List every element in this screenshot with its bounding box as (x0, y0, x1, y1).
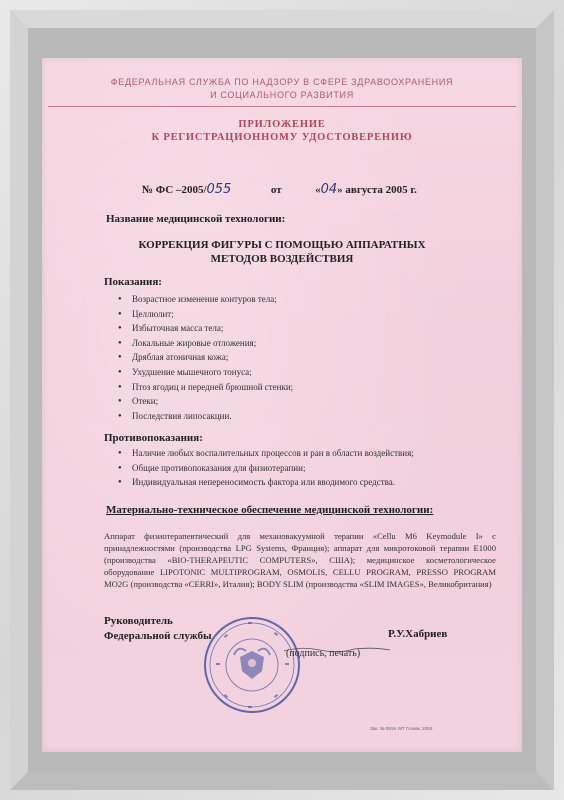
list-item: ● Индивидуальная непереносимость фактора или вводимого средства. (118, 475, 414, 490)
quote-open: « (315, 184, 321, 196)
technology-label: Название медицинской технологии: (106, 213, 286, 225)
technology-title-line-2: МЕТОДОВ ВОЗДЕЙСТВИЯ (210, 253, 354, 265)
list-item: ● Целлюлит; (118, 307, 293, 322)
technology-title-line-1: КОРРЕКЦИЯ ФИГУРЫ С ПОМОЩЬЮ АППАРАТНЫХ (138, 239, 426, 251)
equipment-text: Аппарат физиотерапевтический для механовакуумной терапии «Cellu M6 Keymodule I» с принадлежностями (производства LPG Systems, Франция); аппарат для микротоковой терапии Е1000 (производства «BIO-THERAPEUTIC COMPUTERS», США); медицинское косметологическое оборудование LIPOTONIC MULTIPROGRAM, OSMOLIS, CELLU PROGRAM, PRESSO PROGRAM MO2G (производства «CERRI», Италия); BODY SLIM (производства «SLIM IMAGES», Великобритания) (104, 531, 496, 589)
list-item: ● Птоз ягодиц и передней брюшной стенки; (118, 380, 293, 395)
head-line-2: Федеральной службы (104, 630, 212, 642)
certificate-document (42, 58, 522, 752)
contraindications-label: Противопоказания: (104, 432, 203, 444)
indications-list (118, 292, 293, 423)
equipment-label: Материально-техническое обеспечение медицинской технологии: (106, 504, 434, 516)
list-item: ● Дряблая атоничная кожа; (118, 350, 293, 365)
appendix-line-2: К РЕГИСТРАЦИОННОМУ УДОСТОВЕРЕНИЮ (151, 132, 413, 143)
agency-header (42, 76, 522, 102)
appendix-title (42, 118, 522, 144)
appendix-line-1: ПРИЛОЖЕНИЕ (238, 119, 326, 130)
list-item: ● Последствия липосакции. (118, 409, 293, 424)
technology-title (82, 238, 482, 266)
signature-note: (подпись, печать) (286, 648, 361, 659)
head-title (104, 614, 212, 644)
head-line-1: Руководитель (104, 615, 173, 627)
list-item: ● Отеки; (118, 394, 293, 409)
from-label: от (270, 184, 282, 196)
head-name: Р.У.Хабриев (388, 628, 448, 640)
print-info: Зак. № 0919. МТ Гознак, 2004. (370, 726, 434, 731)
registration-number-handwritten: 055 (206, 182, 232, 197)
agency-line-2: И СОЦИАЛЬНОГО РАЗВИТИЯ (210, 90, 354, 100)
agency-line-1: ФЕДЕРАЛЬНАЯ СЛУЖБА ПО НАДЗОРУ В СФЕРЕ ЗДРАВООХРАНЕНИЯ (110, 77, 454, 87)
list-item: ● Наличие любых воспалительных процессов и ран в области воздействия; (118, 446, 414, 461)
registration-number-prefix: № ФС –2005/ (142, 184, 207, 196)
list-item: ● Возрастное изменение контуров тела; (118, 292, 293, 307)
indications-label: Показания: (104, 276, 162, 288)
day-handwritten: 04 (320, 182, 338, 197)
list-item: ● Локальные жировые отложения; (118, 336, 293, 351)
list-item: ● Избыточная масса тела; (118, 321, 293, 336)
registration-line (142, 182, 462, 197)
header-divider (48, 106, 516, 107)
date-rest: » августа 2005 г. (337, 184, 417, 196)
official-seal-icon (202, 615, 302, 715)
list-item: ● Общие противопоказания для физиотерапии; (118, 461, 414, 476)
list-item: ● Ухудшение мышечного тонуса; (118, 365, 293, 380)
contraindications-list (118, 446, 414, 490)
